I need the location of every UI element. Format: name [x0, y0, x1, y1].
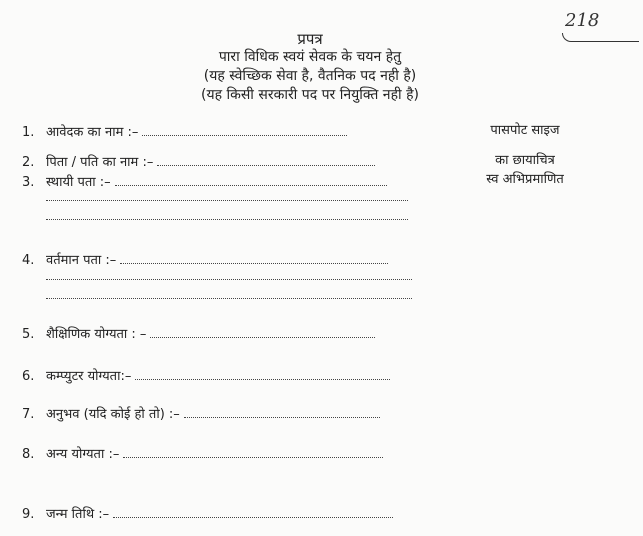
handwritten-underline	[562, 33, 639, 42]
field-current-address	[22, 250, 388, 268]
fill-line[interactable]	[150, 327, 375, 338]
field-experience	[22, 404, 380, 422]
field-label: पिता / पति का नाम :–	[46, 155, 154, 170]
field-label: अन्य योग्यता :–	[46, 447, 120, 462]
field-number: 7.	[22, 407, 35, 422]
field-number: 3.	[22, 175, 35, 190]
fill-line[interactable]	[46, 278, 412, 280]
field-label: आवेदक का नाम :–	[46, 125, 139, 140]
field-father-husband-name	[22, 152, 375, 170]
field-number: 1.	[22, 125, 35, 140]
field-label: अनुभव (यदि कोई हो तो) :–	[46, 407, 180, 422]
field-permanent-address	[22, 172, 387, 190]
field-number: 5.	[22, 327, 35, 342]
fill-line[interactable]	[115, 175, 387, 186]
field-label: शैक्षिणिक योग्यता : –	[46, 327, 147, 342]
field-applicant-name	[22, 122, 347, 140]
field-date-of-birth	[22, 504, 393, 522]
field-label: जन्म तिथि :–	[46, 507, 110, 522]
form-title: प्रपत्र	[297, 30, 323, 48]
field-number: 6.	[22, 369, 35, 384]
field-other-qualifications	[22, 444, 383, 462]
fill-line[interactable]	[113, 507, 393, 518]
fill-line[interactable]	[120, 253, 388, 264]
fill-line[interactable]	[135, 369, 390, 380]
photo-box-line1: पासपोट साइज	[490, 123, 560, 138]
form-note-1: (यह स्वेच्छिक सेवा है, वैतनिक पद नही है)	[203, 68, 417, 84]
fill-line[interactable]	[46, 297, 412, 299]
fill-line[interactable]	[142, 125, 347, 136]
fill-line[interactable]	[46, 199, 408, 201]
photo-box-line3: स्व अभिप्रमाणित	[486, 172, 564, 187]
field-label: कम्प्युटर योग्यता:–	[46, 369, 132, 384]
field-label: स्थायी पता :–	[46, 175, 111, 190]
fill-line[interactable]	[46, 218, 408, 220]
form-subtitle: पारा विधिक स्वयं सेवक के चयन हेतु	[218, 49, 402, 65]
fill-line[interactable]	[184, 407, 380, 418]
photo-box-line2: का छायाचित्र	[495, 153, 555, 168]
field-education	[22, 324, 375, 342]
fill-line[interactable]	[123, 447, 383, 458]
field-number: 8.	[22, 447, 35, 462]
field-number: 2.	[22, 155, 35, 170]
field-number: 4.	[22, 253, 35, 268]
field-label: वर्तमान पता :–	[46, 253, 117, 268]
form-note-2: (यह किसी सरकारी पद पर नियुक्ति नही है)	[201, 87, 419, 103]
fill-line[interactable]	[157, 155, 375, 166]
handwritten-page-number: 218	[565, 10, 600, 31]
field-number: 9.	[22, 507, 35, 522]
field-computer-skills	[22, 366, 390, 384]
